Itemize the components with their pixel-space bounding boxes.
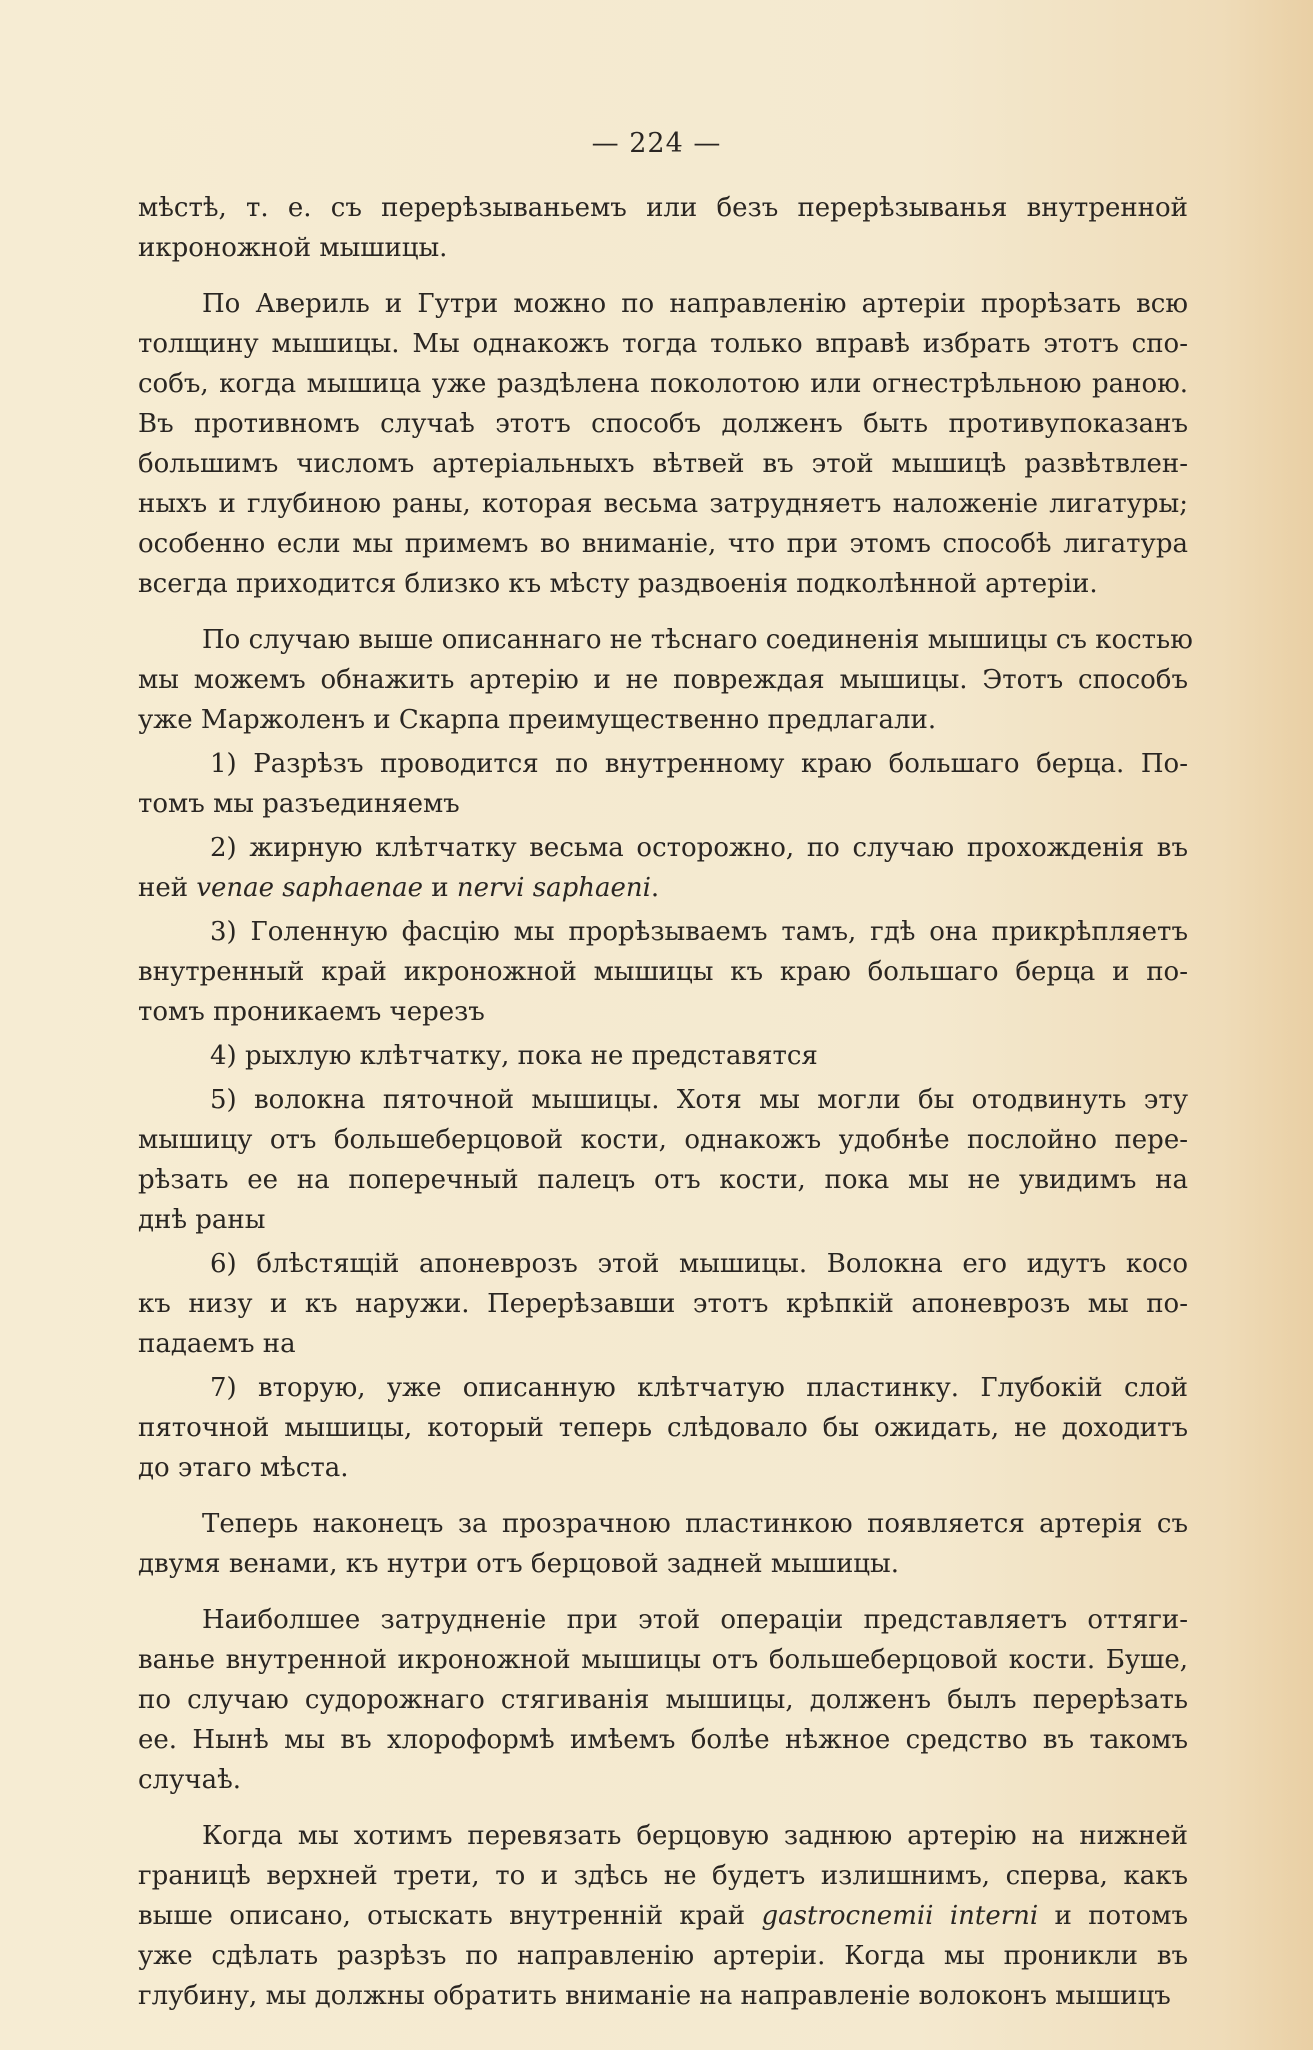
text-segment: Въ противномъ случаѣ этотъ способъ долженъ быть противупоказанъ (138, 409, 1188, 439)
text-line (138, 912, 1188, 952)
text-segment: и потомъ (1038, 1901, 1188, 1931)
text-line (138, 700, 1188, 740)
text-line (138, 1120, 1188, 1160)
text-segment: двумя венами, къ нутри отъ берцовой задней мышицы. (138, 1549, 899, 1579)
paragraph (138, 1504, 1188, 1584)
text-segment: 7) вторую, уже описанную клѣтчатую пластинку. Глубокій слой (210, 1373, 1188, 1403)
text-segment: ныхъ и глубиною раны, которая весьма затрудняетъ наложеніе лигатуры; (138, 489, 1188, 519)
paragraph (138, 1600, 1188, 1800)
text-segment: . (650, 873, 660, 903)
text-line (138, 1976, 1188, 2016)
text-line (138, 1720, 1188, 1760)
text-segment: всегда приходится близко къ мѣсту раздвоенія подколѣнной артеріи. (138, 569, 1098, 599)
paragraph (138, 744, 1188, 824)
text-line (138, 1640, 1188, 1680)
text-segment: и (423, 873, 457, 903)
text-line (138, 1284, 1188, 1324)
paragraph (138, 620, 1193, 740)
text-line (138, 188, 1188, 228)
text-line (138, 1856, 1188, 1896)
text-line (138, 1036, 1188, 1076)
text-segment: ванье внутренной икроножной мышицы отъ большеберцовой кости. Буше, (138, 1645, 1188, 1675)
text-line (138, 952, 1188, 992)
text-line (138, 784, 1188, 824)
text-segment: томъ проникаемъ черезъ (138, 997, 485, 1027)
text-line (138, 1080, 1188, 1120)
text-segment: днѣ раны (138, 1205, 266, 1235)
text-segment: большимъ числомъ артеріальныхъ вѣтвей въ этой мышицѣ развѣтвлен- (138, 449, 1188, 479)
text-line (138, 992, 1188, 1032)
text-segment: границѣ верхней трети, то и здѣсь не будетъ излишнимъ, сперва, какъ (138, 1861, 1188, 1891)
text-segment: глубину, мы должны обратить вниманіе на направленіе волоконъ мышицъ (138, 1981, 1171, 2011)
text-segment: мышицу отъ большеберцовой кости, однакожъ удобнѣе послойно пере- (138, 1125, 1188, 1155)
text-line (138, 1600, 1188, 1640)
text-line (138, 1200, 1188, 1240)
text-segment: уже Маржоленъ и Скарпа преимущественно предлагали. (138, 705, 937, 735)
text-line (138, 444, 1188, 484)
text-line (138, 1816, 1188, 1856)
text-segment: 5) волокна пяточной мышицы. Хотя мы могли бы отодвинуть эту (210, 1085, 1188, 1115)
text-segment: толщину мышицы. Мы однакожъ тогда только вправѣ избрать этотъ спо- (138, 329, 1188, 359)
text-line (138, 1160, 1188, 1200)
text-line (138, 1324, 1188, 1364)
paragraph (138, 284, 1188, 604)
text-segment: мѣстѣ, т. е. съ перерѣзываньемъ или безъ перерѣзыванья внутренной (138, 193, 1188, 223)
page-number: — 224 — (591, 128, 722, 159)
text-line (138, 1448, 1188, 1488)
text-segment: Наиболшее затрудненіе при этой операціи представляетъ оттяги- (202, 1605, 1188, 1635)
text-segment: внутренный край икроножной мышицы къ краю большаго берца и по- (138, 957, 1188, 987)
paragraph (138, 1244, 1188, 1364)
paragraph (138, 912, 1188, 1032)
text-segment: пяточной мышицы, который теперь слѣдовало бы ожидать, не доходитъ (138, 1413, 1188, 1443)
text-segment: падаемъ на (138, 1329, 296, 1359)
text-segment: 4) рыхлую клѣтчатку, пока не представятся (210, 1041, 818, 1071)
text-segment: случаѣ. (138, 1765, 242, 1795)
text-line (138, 484, 1188, 524)
text-line (138, 1896, 1188, 1936)
latin-term: venae saphaenae (196, 873, 424, 903)
text-segment: 6) блѣстящій апоневрозъ этой мышицы. Волокна его идутъ косо (210, 1249, 1188, 1279)
paragraph (138, 188, 1188, 268)
text-segment: 3) Голенную фасцію мы прорѣзываемъ тамъ, гдѣ она прикрѣпляетъ (210, 917, 1188, 947)
text-segment: мы можемъ обнажить артерію и не повреждая мышицы. Этотъ способъ (138, 665, 1188, 695)
text-segment: По Авериль и Гутри можно по направленію артеріи прорѣзать всю (202, 289, 1188, 319)
text-line (138, 660, 1188, 700)
text-segment: выше описано, отыскать внутренній край (138, 1901, 762, 1931)
text-line (138, 1544, 1188, 1584)
text-segment: ней (138, 873, 197, 903)
paragraph (138, 1816, 1188, 2016)
paragraph (138, 1036, 1188, 1076)
text-line (138, 744, 1188, 784)
text-line (138, 1760, 1188, 1800)
text-segment: рѣзать ее на поперечный палецъ отъ кости, пока мы не увидимъ на (138, 1165, 1188, 1195)
text-segment: уже сдѣлать разрѣзъ по направленію артеріи. Когда мы проникли въ (138, 1941, 1188, 1971)
text-segment: до этаго мѣста. (138, 1453, 349, 1483)
text-line (138, 868, 1188, 908)
paragraph (138, 828, 1188, 908)
text-line (138, 564, 1188, 604)
text-line (138, 1504, 1188, 1544)
text-segment: ее. Нынѣ мы въ хлороформѣ имѣемъ болѣе нѣжное средство въ такомъ (138, 1725, 1188, 1755)
text-line (138, 364, 1188, 404)
text-line (138, 524, 1188, 564)
text-segment: особенно если мы примемъ во вниманіе, что при этомъ способѣ лигатура (138, 529, 1188, 559)
text-line (138, 1680, 1188, 1720)
paragraph (138, 1080, 1188, 1240)
body-text (138, 188, 1193, 2016)
text-segment: собъ, когда мышица уже раздѣлена поколотою или огнестрѣльною раною. (138, 369, 1188, 399)
text-line (138, 620, 1193, 660)
text-segment: 2) жирную клѣтчатку весьма осторожно, по случаю прохожденія въ (210, 833, 1188, 863)
text-line (138, 828, 1188, 868)
text-segment: икроножной мышицы. (138, 233, 448, 263)
text-segment: По случаю выше описаннаго не тѣснаго соединенія мышицы съ костью (202, 625, 1193, 655)
text-line (138, 324, 1188, 364)
text-line (138, 1368, 1188, 1408)
text-line (138, 404, 1188, 444)
text-segment: по случаю судорожнаго стягиванія мышицы, долженъ былъ перерѣзать (138, 1685, 1188, 1715)
text-line (138, 1408, 1188, 1448)
text-line (138, 228, 1188, 268)
latin-term: nervi saphaeni (456, 873, 651, 903)
text-segment: томъ мы разъединяемъ (138, 789, 460, 819)
text-line (138, 1936, 1188, 1976)
paragraph (138, 1368, 1188, 1488)
text-segment: Когда мы хотимъ перевязать берцовую заднюю артерію на нижней (202, 1821, 1188, 1851)
text-line (138, 284, 1188, 324)
text-segment: къ низу и къ наружи. Перерѣзавши этотъ крѣпкій апоневрозъ мы по- (138, 1289, 1188, 1319)
text-line (138, 1244, 1188, 1284)
text-segment: Теперь наконецъ за прозрачною пластинкою появляется артерія съ (202, 1509, 1188, 1539)
text-segment: 1) Разрѣзъ проводится по внутренному краю большаго берца. По- (210, 749, 1188, 779)
latin-term: gastrocnemii interni (761, 1901, 1039, 1931)
